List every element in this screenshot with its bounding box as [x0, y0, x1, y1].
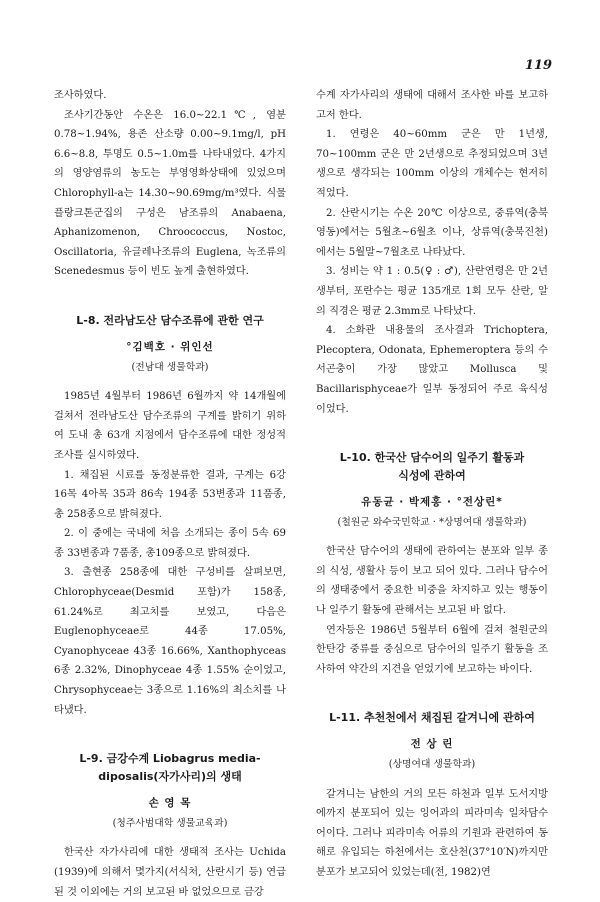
intro-paragraph: 조사기간동안 수온은 16.0~22.1℃, 염분 0.78~1.94%, 용존 산소량 0.00~9.1mg/l, pH 6.6~8.8, 투명도 0.5~1.0m를 나타내었다. 4가지의 영양염류의 농도는 부영영화상태에 있었으며 Chlorophyll-a는 14.30~90.69mg/m³였다. 식물플랑크톤군집의 구성은 남조류의 Anabaena, Aphanizomenon, Chroococcus, Nostoc, Oscillatoria, 유글레나조류의 Euglena, 녹조류의 Scenedesmus 등이 빈도 높게 출현하였다.	[54, 109, 286, 278]
continued-paragraph: 4. 소화관 내용물의 조사결과 Trichoptera, Plecoptera, Odonata, Ephemeroptera 등의 수서곤충이 가장 많았고 Mollusca 및 Bacillarisphyceae가 일부 동정되어 주로 육식성 이었다.	[316, 325, 548, 415]
abstract-paragraph: 2. 이 중에는 국내에 처음 소개되는 종이 5속 69종 33변종과 7품종, 총109종으로 밝혀졌다.	[54, 528, 286, 559]
continued-paragraph: 수계 자가사리의 생태에 대해서 조사한 바를 보고하고저 한다.	[316, 90, 548, 121]
abstract-paragraph: 1985년 4월부터 1986년 6월까지 약 14개월에 걸쳐서 전라남도산 담수조류의 구계를 밝히기 위하여 도내 총 63개 지점에서 담수조류에 대한 정성적 조사를 실시하였다.	[54, 391, 286, 461]
abstract-title-line: 식성에 관하여	[398, 469, 466, 483]
abstract-paragraph: 1. 채집된 시료를 동정분류한 결과, 구계는 6강 16목 4아목 35과 86속 194종 53변종과 11품종, 총 258종으로 밝혀졌다.	[54, 469, 286, 520]
abstract-title-line: L-10. 한국산 담수어의 일주기 활동과	[339, 451, 525, 465]
abstract-paragraph: 갈겨니는 남한의 거의 모든 하천과 일부 도서지방에까지 분포되어 있는 잉어과의 피라미속 일차담수어이다. 그러나 피라미속 어류의 기원과 관련하여 동해로 유입되는 하천에서는 호산천(37°10′N)까지만 분포가 보고되어 있었는데(전, 1982)연	[316, 788, 548, 878]
continued-paragraph: 1. 연령은 40~60mm 군은 만 1년생, 70~100mm 군은 만 2년생으로 추정되었으며 3년생으로 생각되는 100mm 이상의 개체수는 현저히 적었다.	[316, 129, 548, 199]
abstract-paragraph: 한국산 자가사리에 대한 생태적 조사는 Uchida (1939)에 의해서 몇가지(서식처, 산란시기 등) 연급된 것 이외에는 거의 보고된 바 없었으므로 금강	[54, 847, 286, 898]
abstract-affiliation-l10: (철원군 와수국민학교 · *상명여대 생물학과)	[337, 516, 527, 528]
abstract-title-l10	[316, 449, 548, 485]
abstract-title-l9	[54, 750, 286, 786]
abstract-authors-l9: 손 영 목	[148, 797, 192, 810]
abstract-title-line: diposalis(자가사리)의 생태	[98, 770, 242, 784]
left-column	[54, 86, 286, 902]
abstract-affiliation-l8: (전남대 생물학과)	[131, 361, 209, 373]
abstract-authors-l11: 전 상 린	[410, 738, 454, 751]
abstract-affiliation-l11: (상명여대 생물학과)	[388, 759, 476, 771]
abstract-affiliation-l9: (청주사범대학 생물교육과)	[112, 817, 228, 829]
abstract-title-l8: L-8. 전라남도산 담수조류에 관한 연구	[76, 313, 264, 327]
continued-paragraph: 2. 산란시기는 수온 20℃ 이상으로, 중류역(충북영동)에서는 5월초~6월초 이나, 상류역(충북진천)에서는 5월말~7월초로 나타났다.	[316, 207, 548, 258]
abstract-paragraph: 한국산 담수어의 생태에 관하여는 분포와 일부 종의 식성, 생활사 등이 보고 되어 있다. 그러나 담수어의 생태중에서 중요한 비중을 차지하고 있는 행동이나 일주기 활동에 관해서는 보고된 바 없다.	[316, 546, 548, 617]
abstract-paragraph: 연자등은 1986년 5월부터 6월에 걸쳐 철원군의 한탄강 중류를 중심으로 담수어의 일주기 활동을 조사하여 약간의 지견을 얻었기에 보고하는 바이다.	[316, 624, 548, 675]
abstract-authors-l8: °김백호 · 위인선	[126, 340, 214, 353]
abstract-paragraph: 3. 출현종 258종에 대한 구성비를 살펴보면, Chlorophyceae(Desmid 포함)가 158종, 61.24%로 최고치를 보였고, 다음은 Euglenophyceae로 44종 17.05%, Cyanophyceae 43종 16.66%, Xanthophyceas 6종 2.32%, Dinophyceae 4종 1.55% 순이었고, Chrysophyceae는 3종으로 1.16%의 최소치를 나타냈다.	[54, 567, 286, 716]
abstract-title-line: L-9. 금강수계 Liobagrus media-	[79, 752, 261, 766]
page-number: 119	[524, 58, 552, 73]
abstract-authors-l10: 유동균 · 박제홍 · °전상린*	[361, 496, 503, 509]
abstract-title-l11: L-11. 추천천에서 채집된 갈겨니에 관하여	[329, 711, 535, 725]
intro-paragraph: 조사하였다.	[54, 90, 107, 101]
continued-paragraph: 3. 성비는 약 1 : 0.5(♀ : ♂), 산란연령은 만 2년생부터, 포란수는 평균 135개로 1회 모두 산란, 알의 직경은 평균 2.3mm로 나타났다.	[316, 266, 548, 317]
right-column	[316, 86, 548, 883]
